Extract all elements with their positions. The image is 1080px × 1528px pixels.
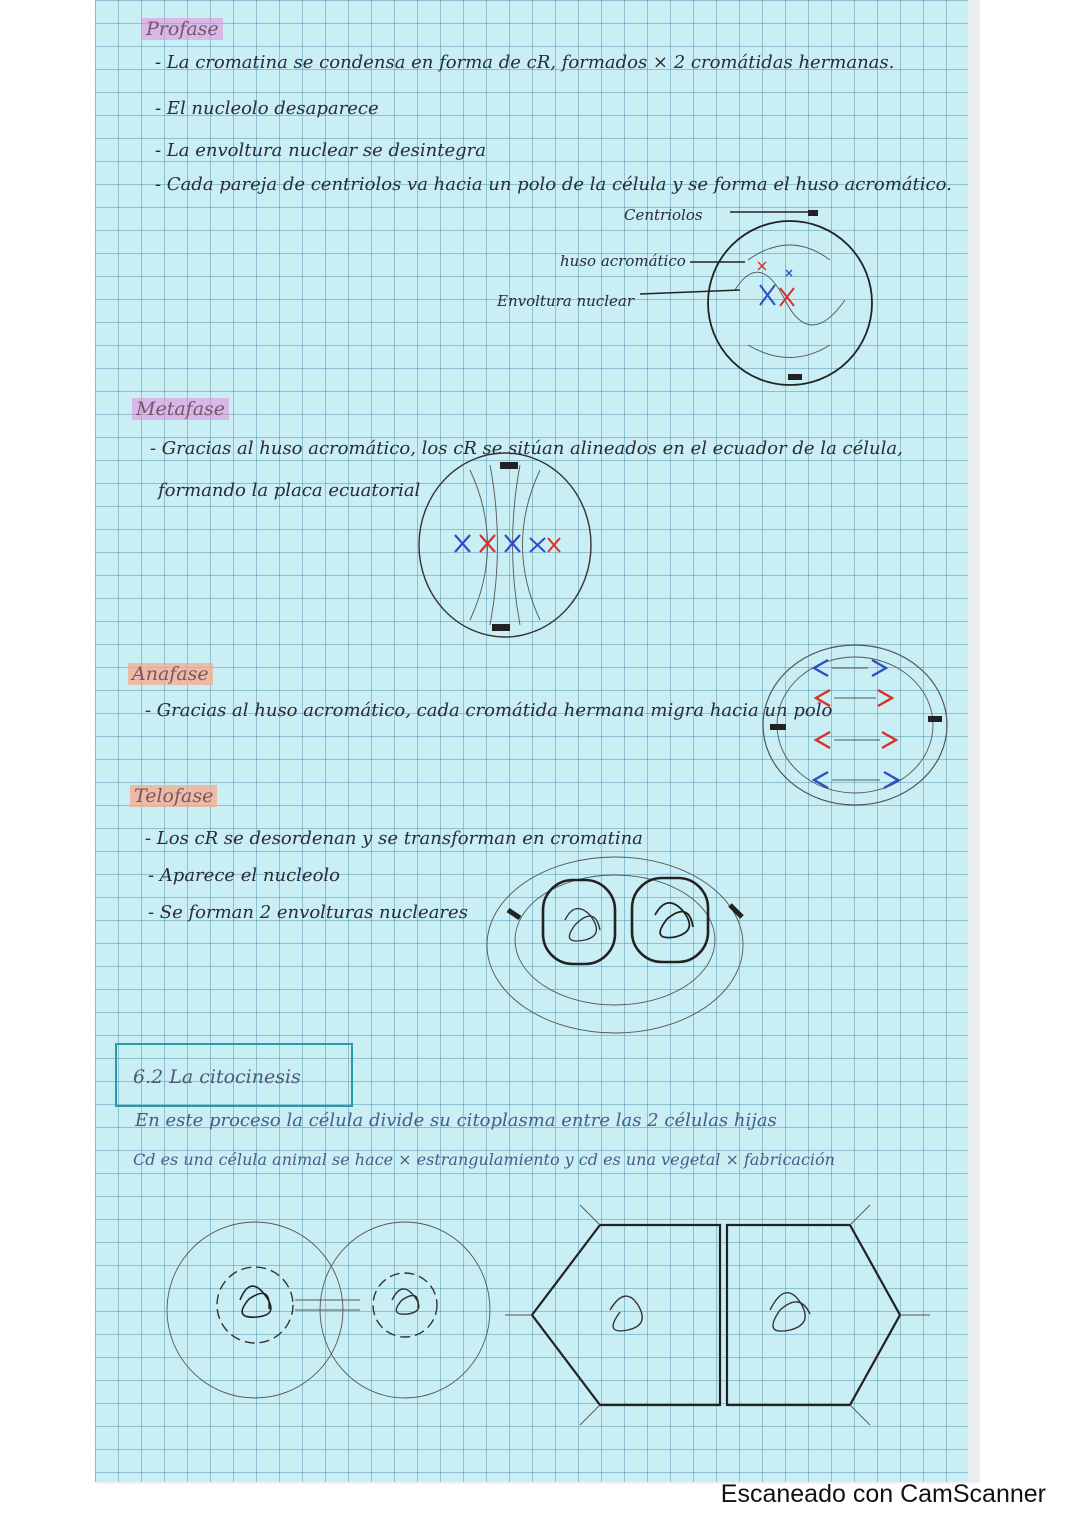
- footer-scanner-watermark: Escaneado con CamScanner: [720, 1480, 1046, 1508]
- telofase-line-3: - Se forman 2 envolturas nucleares: [148, 902, 468, 923]
- metafase-line-2: formando la placa ecuatorial: [158, 480, 421, 501]
- label-envoltura-nuclear: Envoltura nuclear: [497, 292, 634, 310]
- telofase-line-2: - Aparece el nucleolo: [148, 865, 341, 886]
- animal-cell-citocinesis-diagram: [167, 1222, 490, 1398]
- telofase-line-1: - Los cR se desordenan y se transforman en cromatina: [145, 828, 643, 849]
- heading-citocinesis: 6.2 La citocinesis: [133, 1066, 301, 1088]
- telofase-cell-diagram: [487, 857, 743, 1033]
- citocinesis-line-2: Cd es una célula animal se hace × estrangulamiento y cd es una vegetal × fabricación: [133, 1150, 835, 1169]
- profase-line-1: - La cromatina se condensa en forma de cR, formados × 2 cromátidas hermanas.: [155, 52, 895, 73]
- heading-metafase: Metafase: [132, 398, 229, 420]
- anafase-cell-diagram: [763, 645, 947, 805]
- plant-cell-citocinesis-diagram: [505, 1205, 930, 1425]
- profase-line-2: - El nucleolo desaparece: [155, 98, 379, 119]
- metafase-line-1: - Gracias al huso acromático, los cR se sitúan alineados en el ecuador de la célula,: [150, 438, 903, 459]
- profase-line-4: - Cada pareja de centriolos va hacia un polo de la célula y se forma el huso acromático.: [155, 174, 952, 195]
- profase-cell-diagram: [640, 210, 872, 385]
- label-centriolos: Centriolos: [624, 206, 703, 224]
- heading-telofase: Telofase: [130, 785, 217, 807]
- profase-line-3: - La envoltura nuclear se desintegra: [155, 140, 486, 161]
- label-huso-acromatico: huso acromático: [560, 252, 686, 270]
- heading-profase: Profase: [142, 18, 223, 40]
- anafase-line-1: - Gracias al huso acromático, cada cromátida hermana migra hacia un polo: [145, 700, 833, 721]
- citocinesis-line-1: En este proceso la célula divide su citoplasma entre las 2 células hijas: [135, 1110, 777, 1131]
- metafase-cell-diagram: [419, 453, 591, 637]
- heading-anafase: Anafase: [128, 663, 213, 685]
